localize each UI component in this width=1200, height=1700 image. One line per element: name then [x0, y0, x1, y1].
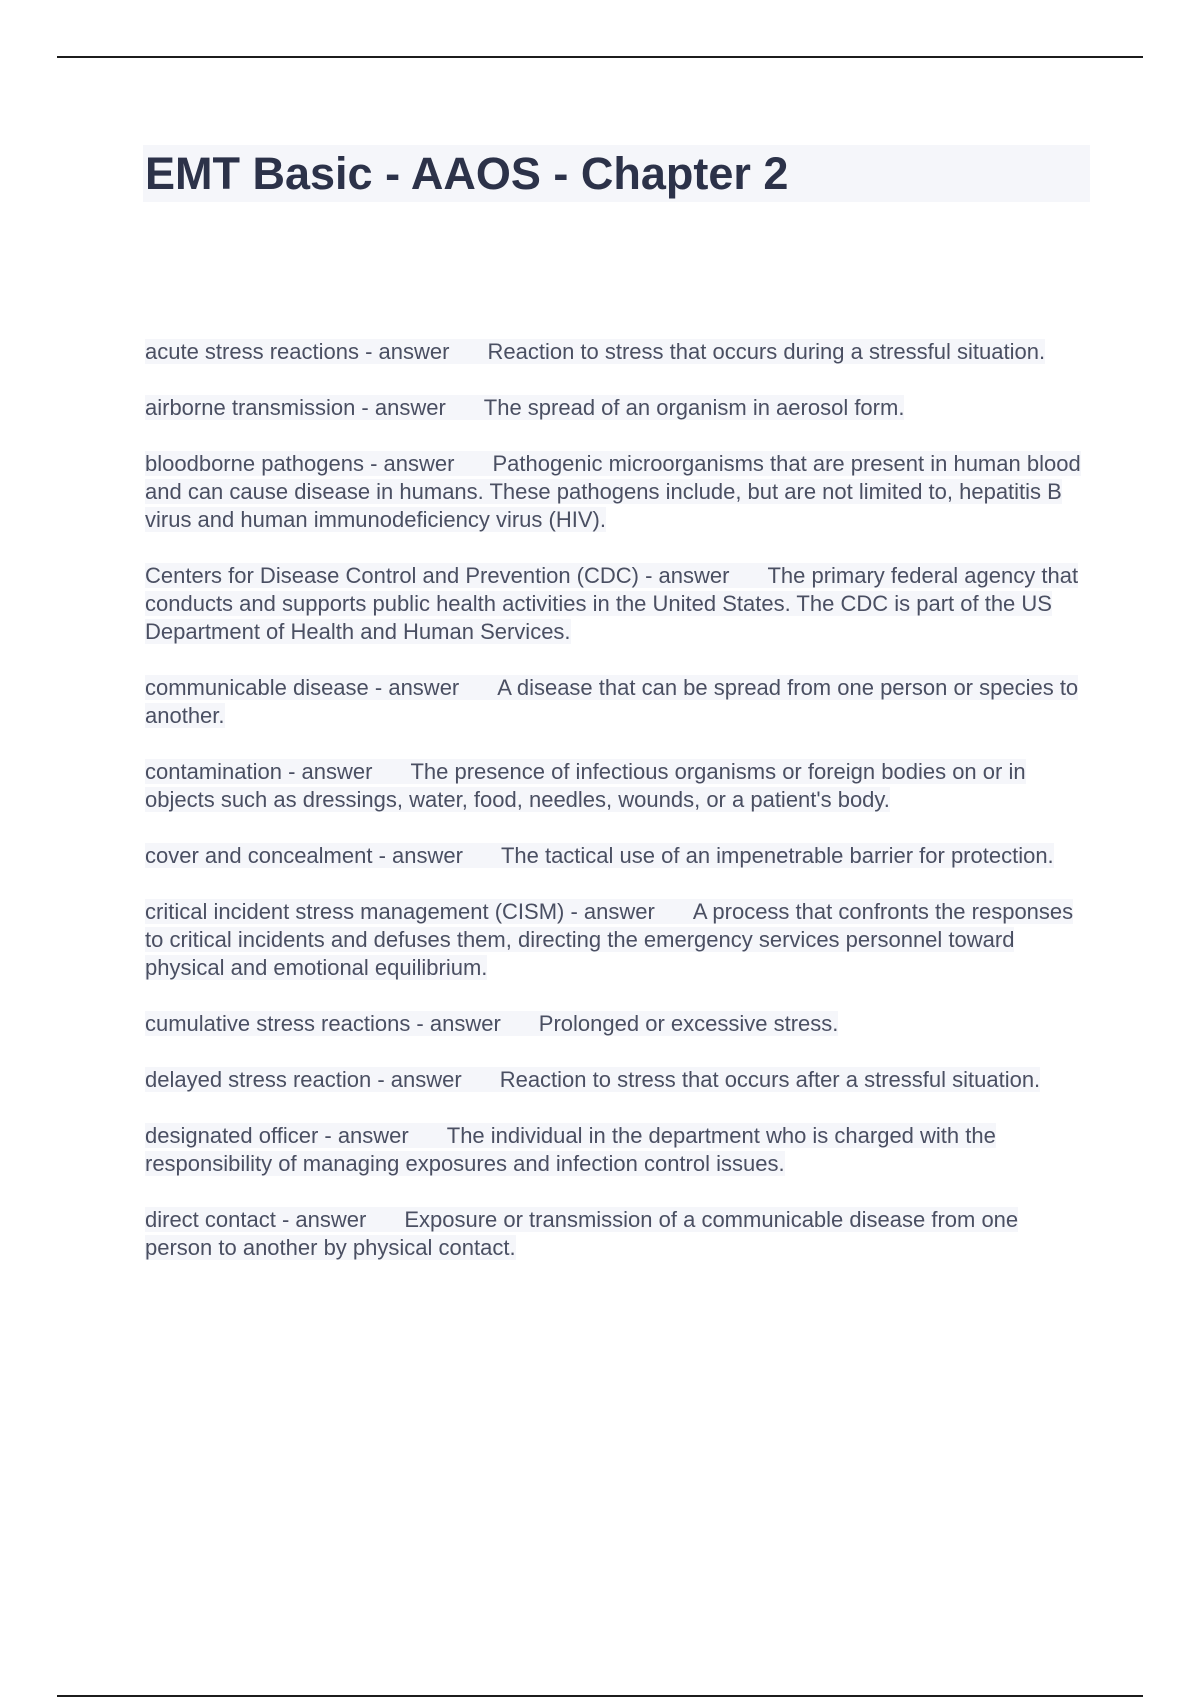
- bottom-rule: [57, 1695, 1143, 1697]
- glossary-entry: [145, 674, 1090, 730]
- entry-definition: Reaction to stress that occurs after a stressful situation.: [499, 1067, 1041, 1092]
- glossary-entry: [145, 394, 1090, 422]
- glossary-entry: [145, 1010, 1090, 1038]
- glossary-entry: [145, 898, 1090, 982]
- glossary-entry: [145, 1066, 1090, 1094]
- glossary-list: [145, 338, 1090, 1290]
- entry-term: communicable disease - answer: [145, 675, 460, 700]
- entry-term: Centers for Disease Control and Prevention (CDC) - answer: [145, 563, 730, 588]
- title-block: [143, 145, 1090, 202]
- entry-definition: Reaction to stress that occurs during a stressful situation.: [487, 339, 1046, 364]
- glossary-entry: [145, 1122, 1090, 1178]
- entry-definition: Prolonged or excessive stress.: [538, 1011, 839, 1036]
- glossary-entry: [145, 1206, 1090, 1262]
- entry-definition: Exposure or transmission of a communicable disease from one person to another by physical contact.: [145, 1207, 1019, 1260]
- page-title: EMT Basic - AAOS - Chapter 2: [145, 148, 789, 199]
- entry-definition: The spread of an organism in aerosol form.: [483, 395, 905, 420]
- entry-definition: The primary federal agency that conducts and supports public health activities in the United States. The CDC is part of the US Department of Health and Human Services.: [145, 563, 1079, 644]
- entry-term: designated officer - answer: [145, 1123, 409, 1148]
- entry-definition: Pathogenic microorganisms that are present in human blood and can cause disease in humans. These pathogens include, but are not limited to, hepatitis B virus and human immunodeficiency virus (HIV).: [145, 451, 1081, 532]
- entry-term: delayed stress reaction - answer: [145, 1067, 462, 1092]
- entry-definition: The presence of infectious organisms or foreign bodies on or in objects such as dressings, water, food, needles, wounds, or a patient's body.: [145, 759, 1026, 812]
- entry-definition: A process that confronts the responses to critical incidents and defuses them, directing the emergency services personnel toward physical and emotional equilibrium.: [145, 899, 1074, 980]
- top-rule: [57, 56, 1143, 58]
- glossary-entry: [145, 338, 1090, 366]
- entry-term: critical incident stress management (CISM) - answer: [145, 899, 655, 924]
- entry-term: cumulative stress reactions - answer: [145, 1011, 501, 1036]
- glossary-entry: [145, 758, 1090, 814]
- entry-definition: The tactical use of an impenetrable barrier for protection.: [500, 843, 1054, 868]
- entry-definition: The individual in the department who is charged with the responsibility of managing exposures and infection control issues.: [145, 1123, 996, 1176]
- entry-term: contamination - answer: [145, 759, 373, 784]
- glossary-entry: [145, 450, 1090, 534]
- entry-term: direct contact - answer: [145, 1207, 367, 1232]
- entry-term: airborne transmission - answer: [145, 395, 446, 420]
- entry-term: bloodborne pathogens - answer: [145, 451, 455, 476]
- entry-definition: A disease that can be spread from one person or species to another.: [145, 675, 1079, 728]
- glossary-entry: [145, 842, 1090, 870]
- entry-term: cover and concealment - answer: [145, 843, 463, 868]
- entry-term: acute stress reactions - answer: [145, 339, 450, 364]
- glossary-entry: [145, 562, 1090, 646]
